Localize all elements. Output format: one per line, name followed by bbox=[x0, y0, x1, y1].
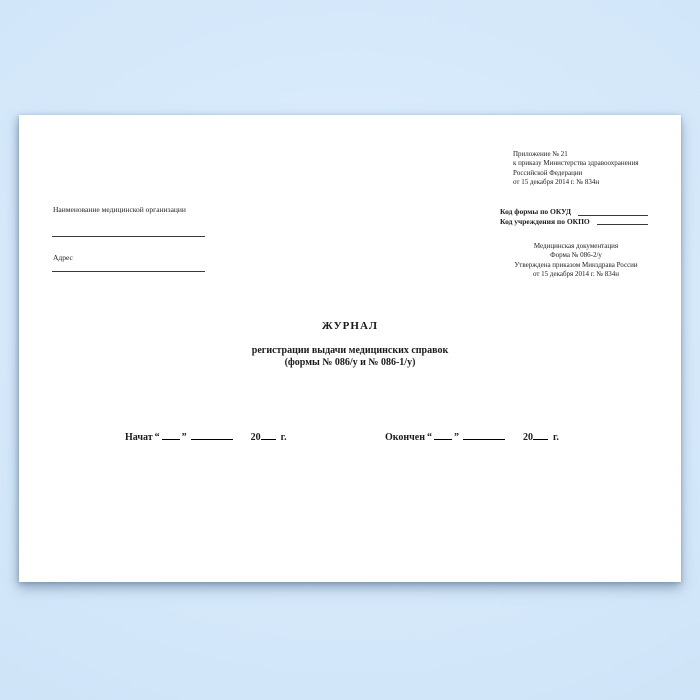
org-name-blank-line bbox=[52, 236, 205, 237]
end-year-blank bbox=[533, 430, 548, 440]
start-date-label: Начат bbox=[125, 432, 153, 443]
org-name-label: Наименование медицинской организации bbox=[53, 205, 186, 214]
med-doc-line: от 15 декабря 2014 г. № 834н bbox=[532, 270, 620, 279]
okpo-blank-line bbox=[597, 224, 648, 225]
journal-subtitle-line2: (формы № 086/у и № 086-1/у) bbox=[284, 357, 416, 368]
okpo-label: Код учреждения по ОКПО bbox=[500, 216, 590, 226]
end-month-blank bbox=[463, 430, 505, 440]
start-year-suffix: г. bbox=[280, 432, 287, 443]
okud-blank-line bbox=[578, 215, 648, 216]
start-date-line bbox=[125, 430, 287, 444]
start-year-blank bbox=[261, 430, 276, 440]
end-date-label: Окончен bbox=[385, 432, 426, 443]
start-day-blank bbox=[162, 430, 180, 440]
open-quote: “ bbox=[427, 432, 433, 443]
open-quote: “ bbox=[154, 432, 160, 443]
appendix-note bbox=[513, 150, 638, 188]
end-year-prefix: 20 bbox=[523, 432, 534, 443]
journal-subtitle-line1: регистрации выдачи медицинских справок bbox=[251, 345, 449, 356]
med-doc-line: Утверждена приказом Минздрава России bbox=[514, 260, 638, 269]
appendix-line: Российской Федерации bbox=[513, 168, 583, 177]
appendix-line: от 15 декабря 2014 г. № 834н bbox=[513, 178, 600, 187]
codes-block bbox=[500, 207, 648, 226]
title-block bbox=[19, 320, 681, 369]
end-day-blank bbox=[434, 430, 452, 440]
med-doc-line: Медицинская документация bbox=[533, 242, 619, 250]
close-quote: ” bbox=[454, 432, 460, 443]
okud-row bbox=[500, 207, 648, 217]
address-blank-line bbox=[52, 271, 205, 272]
end-date-line bbox=[385, 430, 559, 444]
start-month-blank bbox=[191, 430, 233, 440]
start-year-prefix: 20 bbox=[250, 432, 261, 443]
address-label: Адрес bbox=[53, 253, 73, 262]
journal-cover-page bbox=[19, 115, 681, 582]
close-quote: ” bbox=[181, 432, 187, 443]
appendix-line: Приложение № 21 bbox=[513, 150, 568, 158]
journal-title: ЖУРНАЛ bbox=[321, 320, 379, 332]
okpo-row bbox=[500, 217, 648, 227]
med-doc-note bbox=[471, 242, 681, 280]
okud-label: Код формы по ОКУД bbox=[500, 207, 572, 216]
med-doc-line: Форма № 086-2/у bbox=[550, 251, 602, 260]
appendix-line: к приказу Министерства здравоохранения bbox=[513, 159, 639, 168]
end-year-suffix: г. bbox=[553, 432, 559, 443]
